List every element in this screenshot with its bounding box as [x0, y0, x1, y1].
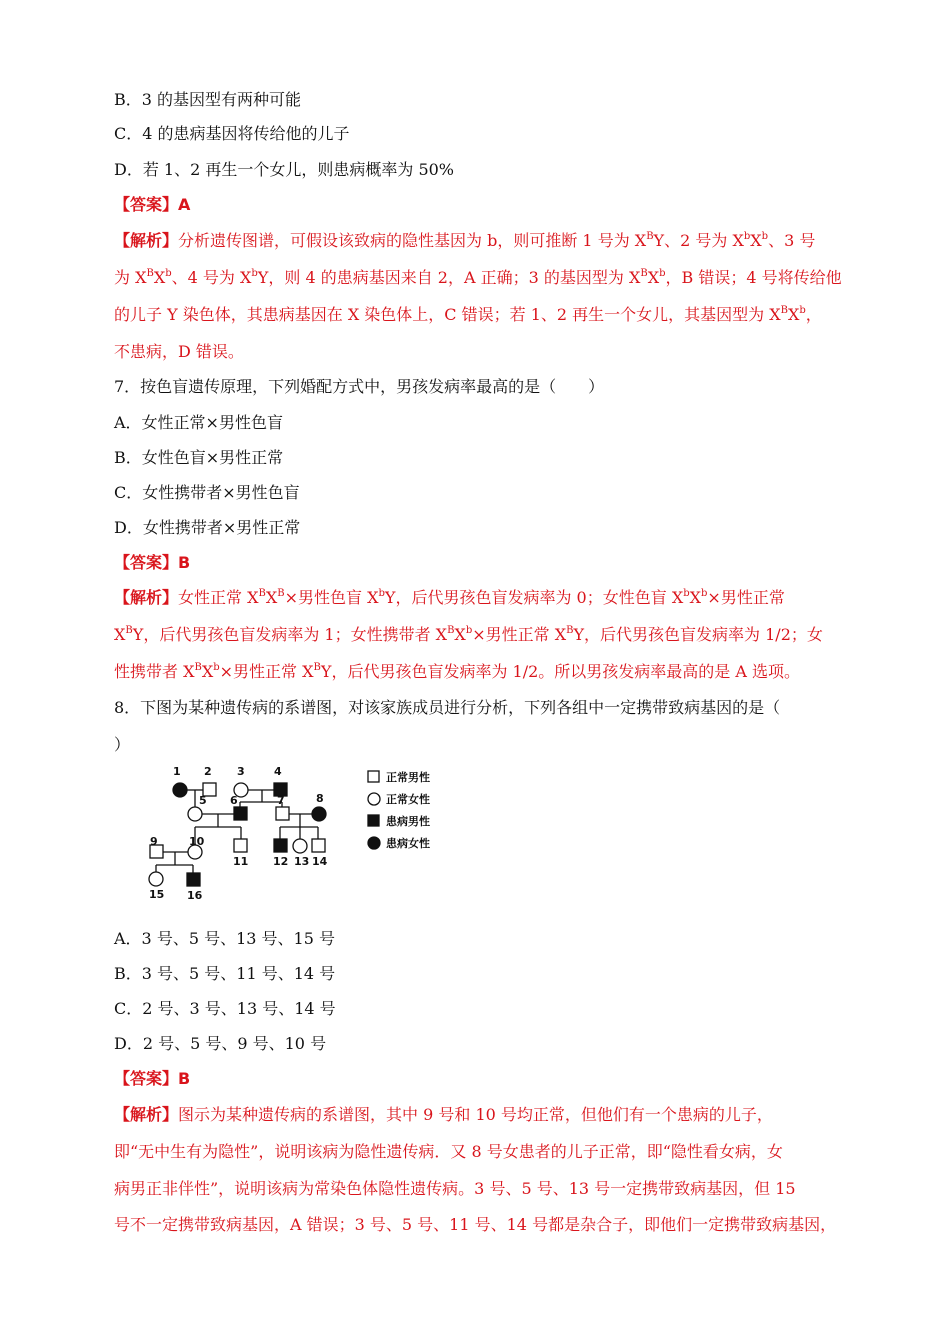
member-16 — [187, 873, 200, 886]
q7-answer: 【答案】B — [114, 553, 191, 572]
legend-affected-male-icon — [368, 815, 379, 826]
legend-affected-female: 患病女性 — [386, 837, 430, 850]
q6-option-b: B．3 的基因型有两种可能 — [114, 90, 302, 109]
label-15: 15 — [149, 888, 165, 901]
label-11: 11 — [233, 855, 249, 868]
q8-option-c: C．2 号、3 号、13 号、14 号 — [114, 999, 336, 1018]
q8-answer: 【答案】B — [114, 1069, 191, 1088]
label-8: 8 — [316, 792, 324, 805]
label-12: 12 — [273, 855, 289, 868]
label-3: 3 — [237, 765, 245, 778]
q8-option-a: A．3 号、5 号、13 号、15 号 — [114, 929, 335, 948]
member-14 — [312, 839, 325, 852]
member-13 — [293, 839, 307, 853]
member-5 — [188, 807, 202, 821]
q8-stem-line-1: 8．下图为某种遗传病的系谱图，对该家族成员进行分析，下列各组中一定携带致病基因的是（ — [114, 698, 781, 717]
member-12 — [274, 839, 287, 852]
pedigree-chart — [140, 757, 450, 907]
q8-analysis-line-4: 号不一定携带致病基因，A 错误；3 号、5 号、11 号、14 号都是杂合子，即他们一定携带致病基因， — [114, 1215, 837, 1234]
label-1: 1 — [173, 765, 181, 778]
q7-option-d: D．女性携带者×男性正常 — [114, 518, 301, 537]
q6-analysis-line-2: 为 $X^BX^b$、4 号为 $X^bY$，则 4 的患病基因来自 2，A 正确；3 的基因型为 $X^BX^b$，B 错误；4 号将传给他 — [114, 267, 842, 287]
q7-analysis-line-2: $X^BY$，后代男孩色盲发病率为 1；女性携带者 $X^BX^b\times$男性正常 $X^BY$，后代男孩色盲发病率为 1/2；女 — [114, 624, 823, 644]
label-13: 13 — [294, 855, 310, 868]
q7-analysis-line-1: 【解析】女性正常 $X^BX^B\times$男性色盲 $X^bY$，后代男孩色盲发病率为 0；女性色盲 $X^bX^b\times$男性正常 — [114, 587, 785, 607]
q6-analysis-line-3: 的儿子 Y 染色体，其患病基因在 X 染色体上，C 错误；若 1、2 再生一个女儿，其基因型为 $X^BX^b$， — [114, 304, 822, 324]
q6-option-d: D．若 1、2 再生一个女儿，则患病概率为 50% — [114, 160, 455, 179]
q6-option-c: C．4 的患病基因将传给他的儿子 — [114, 124, 350, 143]
member-11 — [234, 839, 247, 852]
legend-affected-female-icon — [368, 837, 380, 849]
member-7 — [276, 807, 289, 820]
q7-option-c: C．女性携带者×男性色盲 — [114, 483, 300, 502]
q8-stem-line-2: ） — [114, 735, 131, 754]
q7-option-a: A．女性正常×男性色盲 — [114, 413, 283, 432]
label-2: 2 — [204, 765, 212, 778]
q6-answer: 【答案】A — [114, 195, 191, 214]
q8-analysis-line-2: 即“无中生有为隐性”，说明该病为隐性遗传病．又 8 号女患者的儿子正常，即“隐性看女病，女 — [114, 1142, 783, 1161]
member-15 — [149, 872, 163, 886]
q8-analysis-line-3: 病男正非伴性”，说明该病为常染色体隐性遗传病。3 号、5 号、13 号一定携带致病基因，但 15 — [114, 1179, 796, 1198]
q6-analysis-line-1: 【解析】分析遗传图谱，可假设该致病的隐性基因为 b，则可推断 1 号为 $X^BY$、2 号为 $X^bX^b$、3 号 — [114, 230, 816, 250]
member-8 — [312, 807, 326, 821]
label-10: 10 — [189, 835, 205, 848]
legend-normal-male: 正常男性 — [386, 771, 430, 784]
legend-affected-male: 患病男性 — [386, 815, 430, 828]
label-14: 14 — [312, 855, 328, 868]
label-9: 9 — [150, 835, 158, 848]
label-5: 5 — [199, 794, 207, 807]
q8-option-b: B．3 号、5 号、11 号、14 号 — [114, 964, 336, 983]
q8-option-d: D．2 号、5 号、9 号、10 号 — [114, 1034, 327, 1053]
q8-analysis-line-1: 【解析】图示为某种遗传病的系谱图，其中 9 号和 10 号均正常，但他们有一个患病的儿子， — [114, 1105, 773, 1124]
q7-option-b: B．女性色盲×男性正常 — [114, 448, 284, 467]
legend-normal-female-icon — [368, 793, 380, 805]
legend-normal-male-icon — [368, 771, 379, 782]
label-7: 7 — [277, 794, 285, 807]
q6-analysis-line-4: 不患病，D 错误。 — [114, 342, 244, 361]
label-6: 6 — [230, 794, 238, 807]
legend-normal-female: 正常女性 — [386, 793, 430, 806]
label-16: 16 — [187, 889, 203, 902]
member-6 — [234, 807, 247, 820]
q7-stem: 7．按色盲遗传原理，下列婚配方式中，男孩发病率最高的是（ ） — [114, 377, 605, 396]
label-4: 4 — [274, 765, 282, 778]
member-1 — [173, 783, 187, 797]
q7-analysis-line-3: 性携带者 $X^BX^b\times$男性正常 $X^BY$，后代男孩色盲发病率为 1/2。所以男孩发病率最高的是 A 选项。 — [114, 661, 801, 681]
